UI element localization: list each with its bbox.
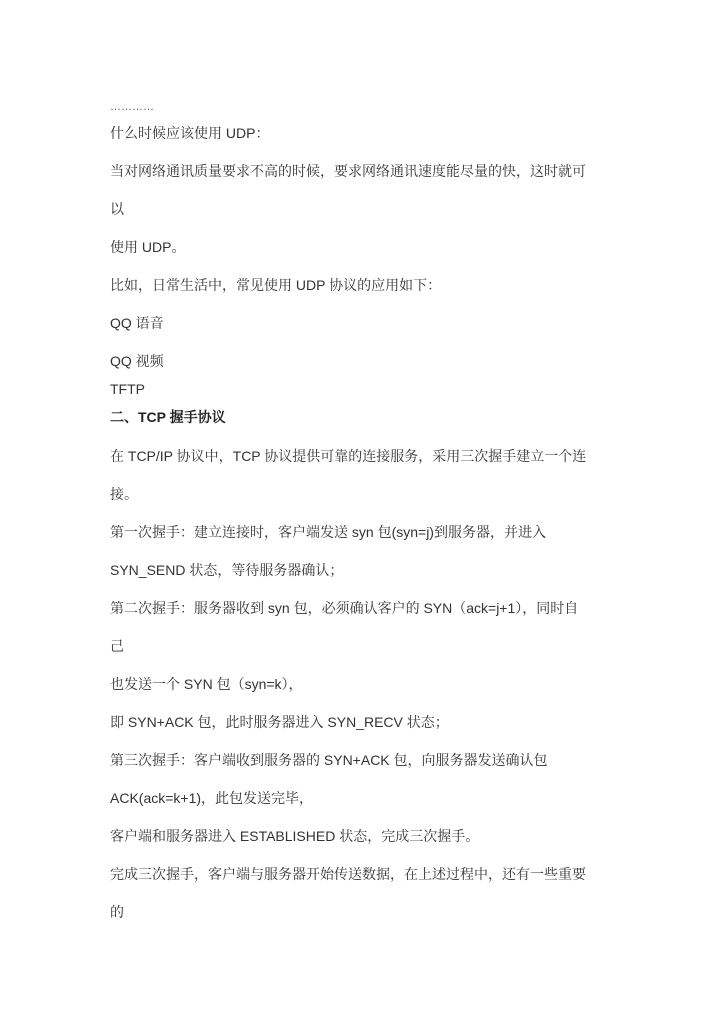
list-item: QQ 语音 xyxy=(110,315,164,331)
text-line: 什么时候应该使用 UDP： xyxy=(110,125,270,141)
text-line: 接。 xyxy=(110,486,138,502)
list-item: TFTP xyxy=(110,381,145,397)
text-line: 第二次握手：服务器收到 syn 包，必须确认客户的 SYN（ack=j+1），同时自 xyxy=(110,600,579,616)
text-line: SYN_SEND 状态，等待服务器确认； xyxy=(110,562,344,578)
section-heading: 二、TCP 握手协议 xyxy=(110,409,226,425)
text-line: 的 xyxy=(110,904,124,920)
text-line: 客户端和服务器进入 ESTABLISHED 状态，完成三次握手。 xyxy=(110,828,480,844)
ellipsis-line: ………… xyxy=(110,101,154,113)
text-line: 第三次握手：客户端收到服务器的 SYN+ACK 包，向服务器发送确认包 xyxy=(110,752,548,768)
text-line: 即 SYN+ACK 包，此时服务器进入 SYN_RECV 状态； xyxy=(110,714,449,730)
text-line: 在 TCP/IP 协议中，TCP 协议提供可靠的连接服务，采用三次握手建立一个连 xyxy=(110,448,587,464)
text-line: 以 xyxy=(110,201,124,217)
list-item: QQ 视频 xyxy=(110,353,164,369)
text-line: 使用 UDP。 xyxy=(110,239,186,255)
text-line: 比如，日常生活中，常见使用 UDP 协议的应用如下： xyxy=(110,277,442,293)
text-line: 完成三次握手，客户端与服务器开始传送数据，在上述过程中，还有一些重要 xyxy=(110,866,586,882)
text-line: 也发送一个 SYN 包（syn=k）， xyxy=(110,676,303,692)
text-line: 己 xyxy=(110,638,124,654)
text-line: ACK(ack=k+1)，此包发送完毕， xyxy=(110,790,314,806)
text-line: 当对网络通讯质量要求不高的时候，要求网络通讯速度能尽量的快，这时就可 xyxy=(110,163,586,179)
text-line: 第一次握手：建立连接时，客户端发送 syn 包(syn=j)到服务器，并进入 xyxy=(110,524,546,540)
